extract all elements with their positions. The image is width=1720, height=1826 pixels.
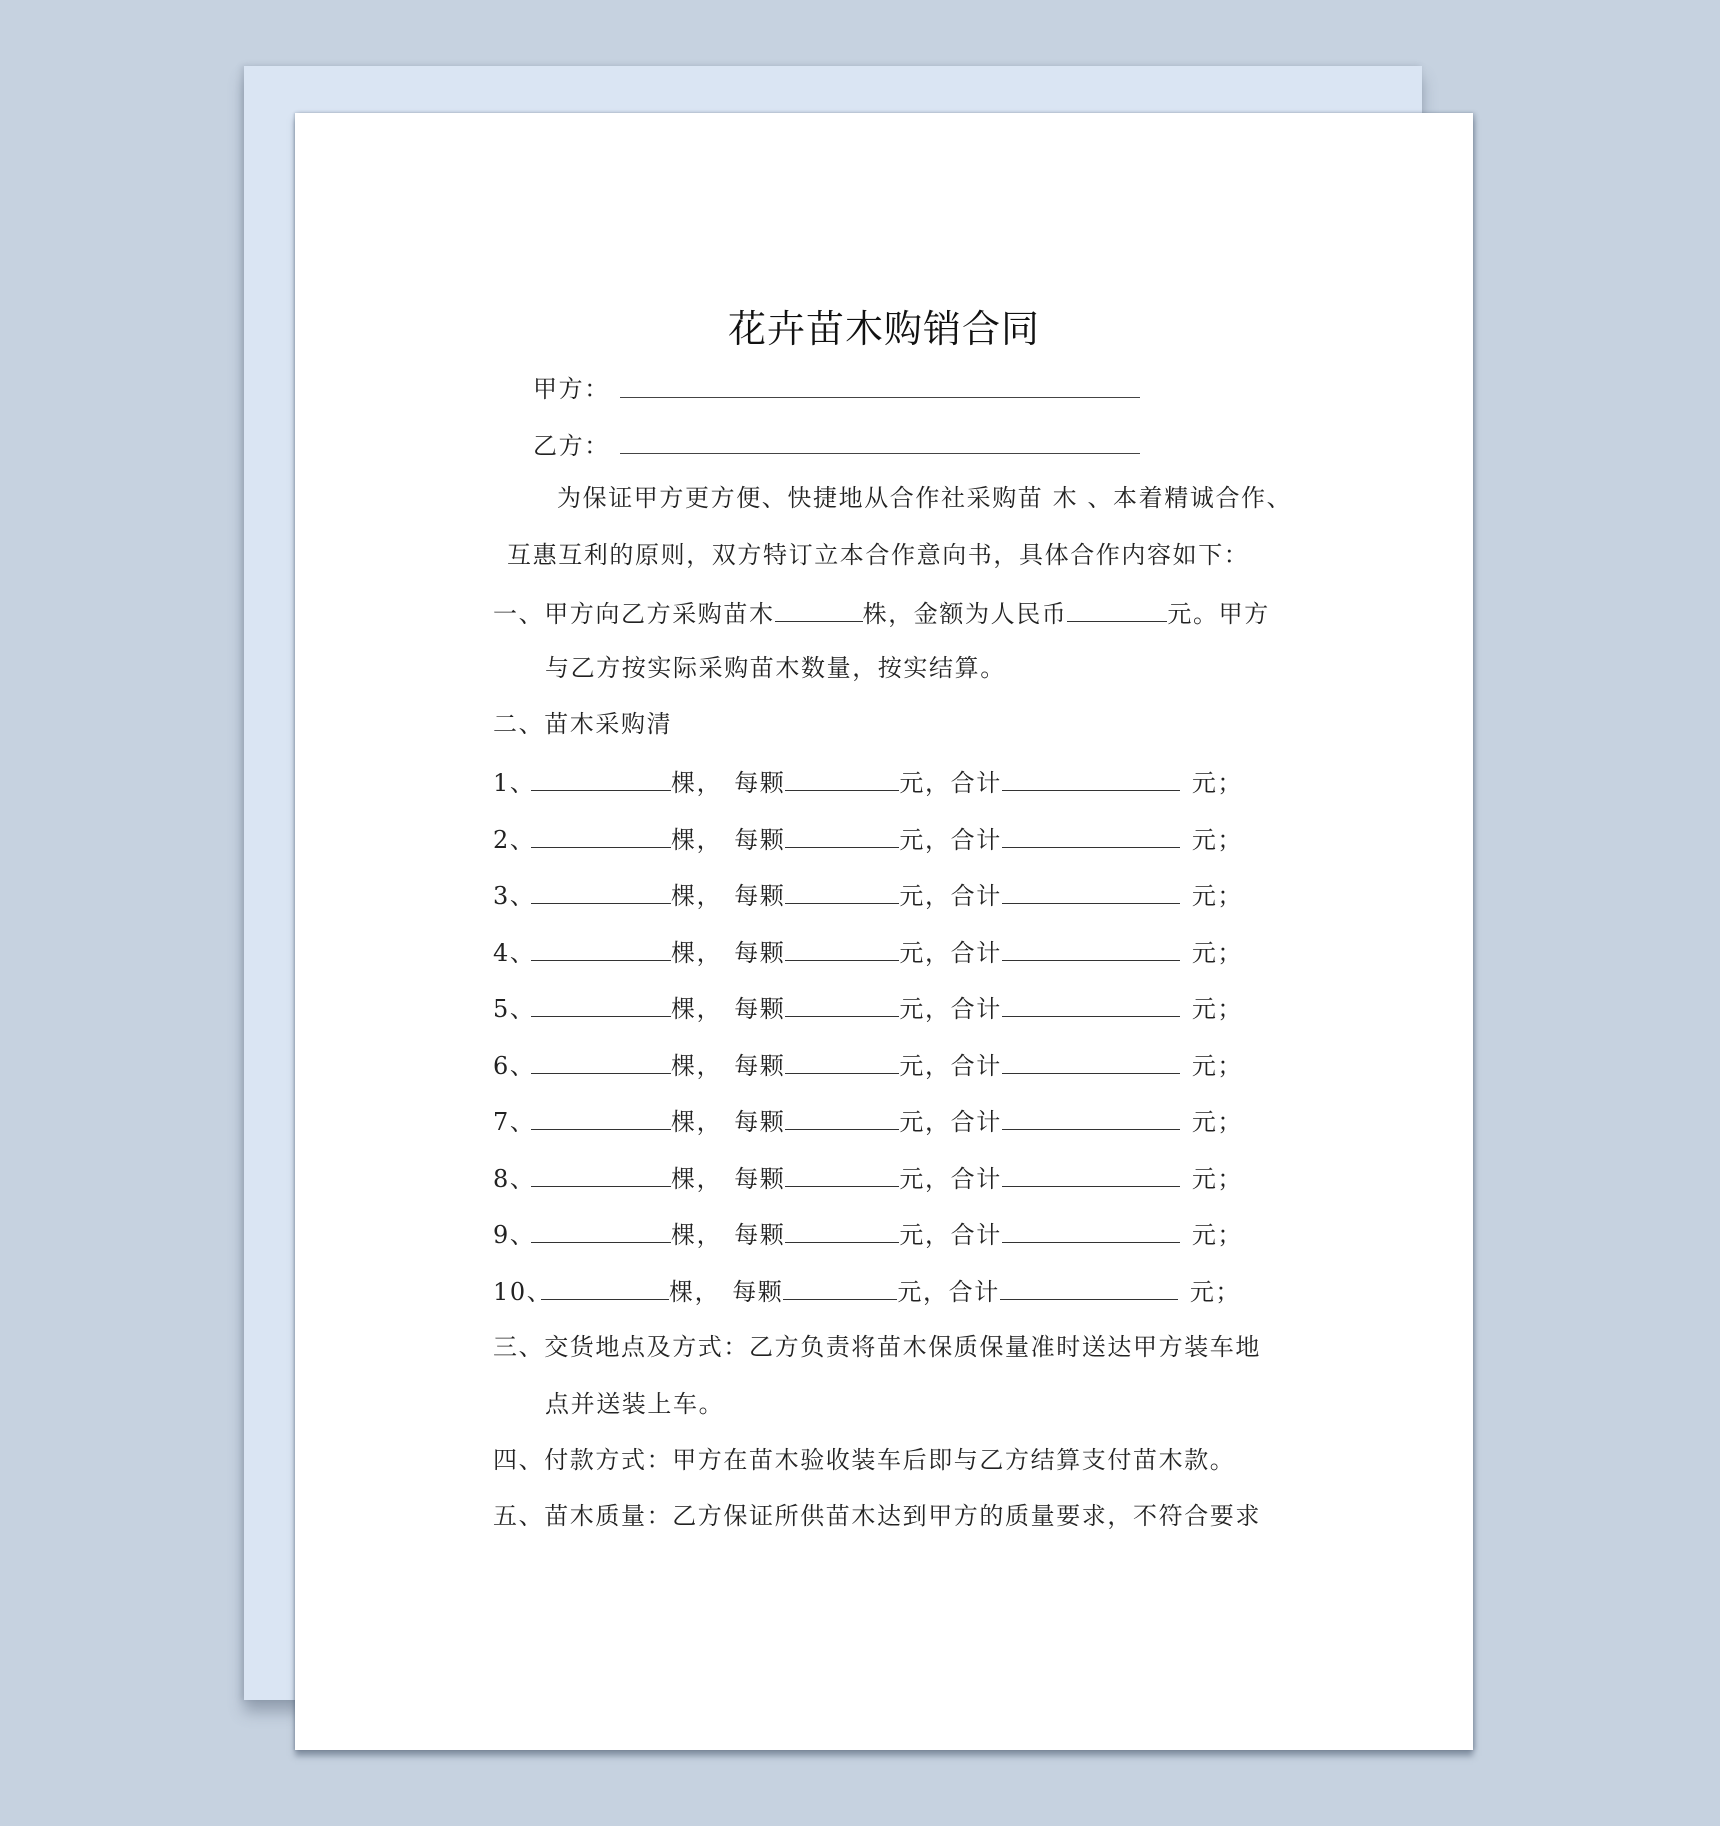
- row-number: 4、: [493, 938, 536, 967]
- row-total-field[interactable]: [1002, 1220, 1180, 1243]
- row-price-label: 每颗: [734, 995, 786, 1023]
- row-price-field[interactable]: [785, 1107, 899, 1130]
- row-total-unit-label: 元；: [1191, 995, 1244, 1023]
- row-price-label: 每颗: [734, 882, 786, 910]
- row-number: 9、: [493, 1221, 536, 1249]
- party-b-field[interactable]: [620, 453, 1140, 454]
- row-total-field[interactable]: [1002, 881, 1180, 904]
- row-price-unit-label: 元，合计: [899, 882, 1002, 910]
- row-total-unit-label: 元；: [1191, 769, 1244, 797]
- row-price-field[interactable]: [785, 994, 899, 1017]
- row-price-label: 每颗: [734, 825, 786, 854]
- row-unit-label: 棵，: [671, 1108, 723, 1136]
- row-total-field[interactable]: [1002, 1051, 1180, 1074]
- row-price-label: 每颗: [734, 769, 786, 797]
- row-price-label: 每颗: [734, 1221, 786, 1249]
- clause-2-heading: 二、苗木采购清: [493, 710, 673, 738]
- row-total-field[interactable]: [1002, 825, 1180, 848]
- row-total-unit-label: 元；: [1191, 1108, 1244, 1136]
- row-price-field[interactable]: [785, 825, 899, 848]
- row-unit-label: 棵，: [671, 882, 723, 910]
- row-quantity-field[interactable]: [531, 768, 671, 791]
- clause-1-prefix: 一、甲方向乙方采购苗木: [493, 600, 775, 628]
- purchase-row: [493, 768, 1243, 795]
- row-price-field[interactable]: [785, 1164, 899, 1187]
- row-price-unit-label: 元，合计: [899, 825, 1002, 854]
- row-price-label: 每颗: [734, 938, 786, 967]
- row-price-field[interactable]: [785, 1220, 899, 1243]
- row-number: 1、: [493, 769, 536, 797]
- quantity-field[interactable]: [775, 599, 863, 622]
- clause-1-line-1: [493, 599, 1270, 626]
- row-total-field[interactable]: [1002, 768, 1180, 791]
- row-number: 2、: [493, 825, 536, 854]
- row-price-unit-label: 元，合计: [899, 995, 1002, 1023]
- row-total-unit-label: 元；: [1191, 938, 1244, 967]
- row-quantity-field[interactable]: [531, 1164, 671, 1187]
- row-price-label: 每颗: [732, 1277, 784, 1306]
- row-quantity-field[interactable]: [541, 1277, 669, 1300]
- row-unit-label: 棵，: [671, 825, 723, 854]
- purchase-row: [493, 1220, 1243, 1247]
- row-price-unit-label: 元，合计: [899, 1051, 1002, 1080]
- row-unit-label: 棵，: [669, 1277, 721, 1306]
- row-price-field[interactable]: [785, 1051, 899, 1074]
- purchase-row: [493, 1277, 1241, 1304]
- row-total-unit-label: 元；: [1191, 825, 1244, 854]
- row-quantity-field[interactable]: [531, 1220, 671, 1243]
- row-unit-label: 棵，: [671, 995, 723, 1023]
- row-unit-label: 棵，: [671, 1051, 723, 1080]
- clause-1-end-label: 元。甲方: [1167, 600, 1270, 628]
- row-price-label: 每颗: [734, 1051, 786, 1080]
- row-quantity-field[interactable]: [531, 881, 671, 904]
- row-price-label: 每颗: [734, 1108, 786, 1136]
- document-page: [295, 113, 1473, 1750]
- purchase-row: [493, 881, 1243, 908]
- row-total-field[interactable]: [1000, 1277, 1178, 1300]
- row-unit-label: 棵，: [671, 1164, 723, 1193]
- purchase-row: [493, 1164, 1243, 1191]
- purchase-row: [493, 825, 1243, 852]
- row-unit-label: 棵，: [671, 1221, 723, 1249]
- row-total-unit-label: 元；: [1191, 882, 1244, 910]
- row-quantity-field[interactable]: [531, 1051, 671, 1074]
- clause-5-line-1: 五、苗木质量：乙方保证所供苗木达到甲方的质量要求，不符合要求: [493, 1502, 1261, 1530]
- row-price-unit-label: 元，合计: [899, 1108, 1002, 1136]
- clause-1-unit-label: 株，金额为人民币: [862, 600, 1068, 628]
- row-unit-label: 棵，: [671, 769, 723, 797]
- row-price-label: 每颗: [734, 1164, 786, 1193]
- intro-line-2: 互惠互利的原则，双方特订立本合作意向书，具体合作内容如下：: [507, 541, 1250, 569]
- purchase-row: [493, 994, 1243, 1021]
- party-b-label: 乙方：: [533, 432, 610, 460]
- clause-1-line-2: 与乙方按实际采购苗木数量，按实结算。: [545, 654, 1006, 682]
- row-quantity-field[interactable]: [531, 938, 671, 961]
- row-number: 10、: [493, 1277, 553, 1306]
- amount-field[interactable]: [1067, 599, 1167, 622]
- row-total-unit-label: 元；: [1191, 1164, 1244, 1193]
- purchase-row: [493, 938, 1243, 965]
- row-total-unit-label: 元；: [1191, 1221, 1244, 1249]
- row-total-unit-label: 元；: [1189, 1277, 1242, 1306]
- clause-4-line-1: 四、付款方式：甲方在苗木验收装车后即与乙方结算支付苗木款。: [493, 1446, 1236, 1474]
- clause-3-line-2: 点并送装上车。: [545, 1390, 725, 1418]
- row-quantity-field[interactable]: [531, 1107, 671, 1130]
- row-quantity-field[interactable]: [531, 994, 671, 1017]
- row-price-field[interactable]: [785, 938, 899, 961]
- row-total-unit-label: 元；: [1191, 1051, 1244, 1080]
- row-total-field[interactable]: [1002, 1107, 1180, 1130]
- purchase-row: [493, 1107, 1243, 1134]
- party-a-label: 甲方：: [533, 375, 610, 403]
- row-number: 7、: [493, 1108, 536, 1136]
- row-number: 6、: [493, 1051, 536, 1080]
- row-number: 3、: [493, 882, 536, 910]
- row-price-unit-label: 元，合计: [899, 769, 1002, 797]
- row-unit-label: 棵，: [671, 938, 723, 967]
- document-title: 花卉苗木购销合同: [727, 307, 1040, 351]
- row-quantity-field[interactable]: [531, 825, 671, 848]
- row-price-unit-label: 元，合计: [897, 1277, 1000, 1306]
- row-price-unit-label: 元，合计: [899, 1164, 1002, 1193]
- purchase-row: [493, 1051, 1243, 1078]
- row-total-field[interactable]: [1002, 994, 1180, 1017]
- row-price-field[interactable]: [785, 881, 899, 904]
- party-a-field[interactable]: [620, 397, 1140, 398]
- row-price-unit-label: 元，合计: [899, 1221, 1002, 1249]
- row-price-field[interactable]: [783, 1277, 897, 1300]
- clause-3-line-1: 三、交货地点及方式：乙方负责将苗木保质保量准时送达甲方装车地: [493, 1333, 1261, 1361]
- row-price-field[interactable]: [785, 768, 899, 791]
- row-total-field[interactable]: [1002, 938, 1180, 961]
- row-number: 5、: [493, 995, 536, 1023]
- row-number: 8、: [493, 1164, 536, 1193]
- row-price-unit-label: 元，合计: [899, 938, 1002, 967]
- row-total-field[interactable]: [1002, 1164, 1180, 1187]
- intro-line-1: 为保证甲方更方便、快捷地从合作社采购苗 木 、本着精诚合作、: [557, 484, 1293, 512]
